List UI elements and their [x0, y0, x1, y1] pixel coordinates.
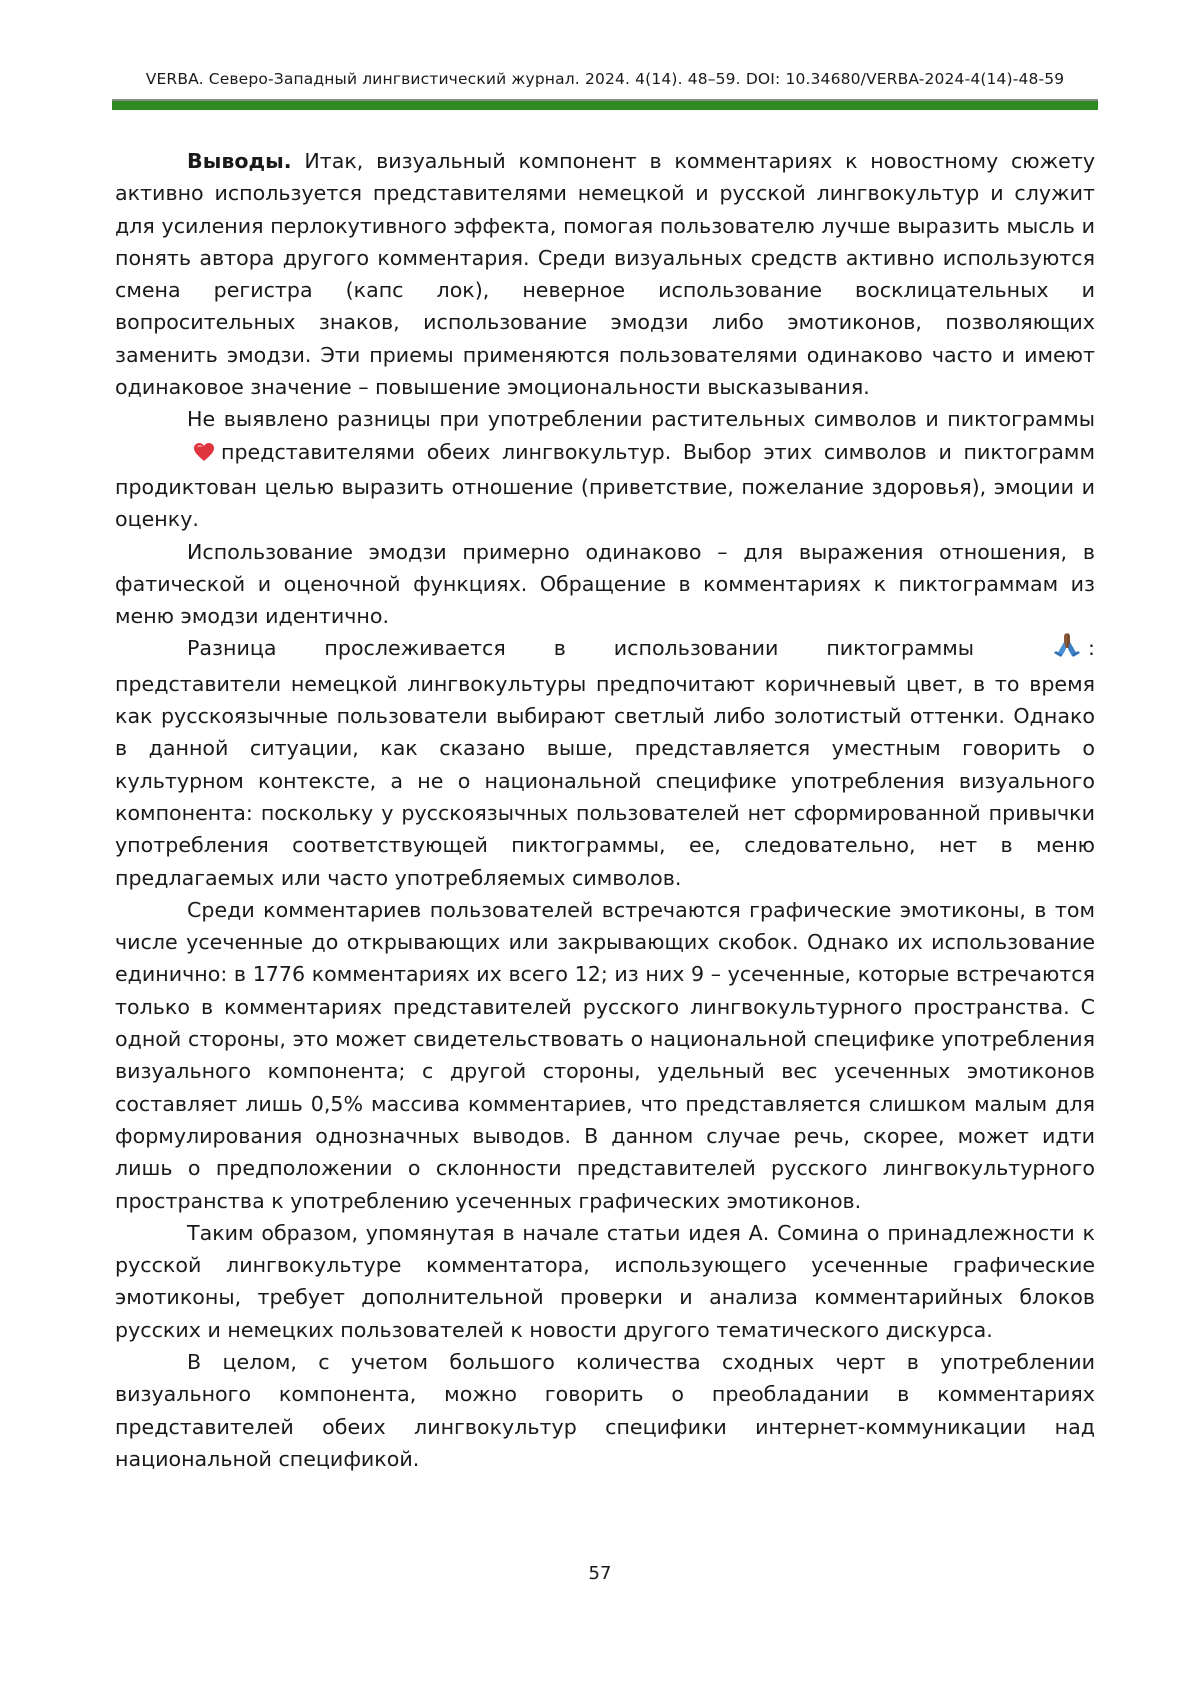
paragraph-text: Таким образом, упомянутая в начале статьи идея А. Сомина о принадлежности к русской лингвокультуре комментатора, использующего усеченные графические эмотиконы, требует дополнительной проверки и анализа комментарийных блоков русских и немецких пользователей к новости другого тематического дискурса.	[115, 1221, 1095, 1342]
paragraph-text: Не выявлено разницы при употреблении растительных символов и пиктограммы	[187, 407, 1095, 431]
header-rule	[112, 101, 1098, 110]
paragraph-difference	[115, 632, 1095, 893]
paragraph-text: Использование эмодзи примерно одинаково – для выражения отношения, в фатической и оценочной функциях. Обращение в комментариях к пиктограммам из меню эмодзи идентично.	[115, 540, 1095, 629]
running-header: VERBA. Северо-Западный лингвистический журнал. 2024. 4(14). 48–59. DOI: 10.34680/VERBA-2024-4(14)-48-59	[112, 70, 1098, 88]
paragraph-text: Разница прослеживается в использовании пиктограммы	[187, 636, 974, 660]
paragraph-text: Среди комментариев пользователей встречаются графические эмотиконы, в том числе усеченные до открывающих или закрывающих скобок. Однако их использование единично: в 1776 комментариях их всего 12; из них 9 – усеченные, которые встречаются только в комментариях представителей русского лингвокультурного пространства. С одной стороны, это может свидетельствовать о национальной специфике употребления визуального компонента; с другой стороны, удельный вес усеченных эмотиконов составляет лишь 0,5% массива комментариев, что представляется слишком малым для формулирования однозначных выводов. В данном случае речь, скорее, может идти лишь о предположении о склонности представителей русского лингвокультурного пространства к употреблению усеченных графических эмотиконов.	[115, 898, 1095, 1213]
paragraph-conclusions	[115, 145, 1095, 403]
conclusions-heading: Выводы.	[187, 149, 292, 173]
paragraph-text: В целом, с учетом большого количества сходных черт в употреблении визуального компонента, можно говорить о преобладании в комментариях представителей обеих лингвокультур специфики интернет-коммуникации над национальной спецификой.	[115, 1350, 1095, 1471]
page-number: 57	[0, 1563, 1200, 1584]
paragraph-emoji-usage	[115, 536, 1095, 633]
paragraph-somin-idea	[115, 1217, 1095, 1346]
paragraph-emoticons	[115, 894, 1095, 1217]
article-body	[115, 145, 1095, 1475]
paragraph-text: представителями обеих лингвокультур. Выбор этих символов и пиктограмм продиктован целью выразить отношение (приветствие, пожелание здоровья), эмоции и оценку.	[115, 440, 1095, 532]
paragraph-text: : представители немецкой лингвокультуры предпочитают коричневый цвет, в то время как русскоязычные пользователи выбирают светлый либо золотистый оттенки. Однако в данной ситуации, как сказано выше, представляется уместным говорить о культурном контексте, а не о национальной специфике употребления визуального компонента: поскольку у русскоязычных пользователей нет сформированной привычки употребления соответствующей пиктограммы, ее, следовательно, нет в меню предлагаемых или часто употребляемых символов.	[115, 636, 1095, 889]
paragraph-plant-symbols	[115, 403, 1095, 535]
paragraph-summary	[115, 1346, 1095, 1475]
paragraph-text: Итак, визуальный компонент в комментариях к новостному сюжету активно используется представителями немецкой и русской лингвокультур и служит для усиления перлокутивного эффекта, помогая пользователю лучше выразить мысль и понять автора другого комментария. Среди визуальных средств активно используются смена регистра (капс лок), неверное использование восклицательных и вопросительных знаков, использование эмодзи либо эмотиконов, позволяющих заменить эмодзи. Эти приемы применяются пользователями одинаково часто и имеют одинаковое значение – повышение эмоциональности высказывания.	[115, 149, 1095, 399]
heart-icon	[121, 439, 215, 471]
folded-hands-icon	[980, 632, 1082, 667]
